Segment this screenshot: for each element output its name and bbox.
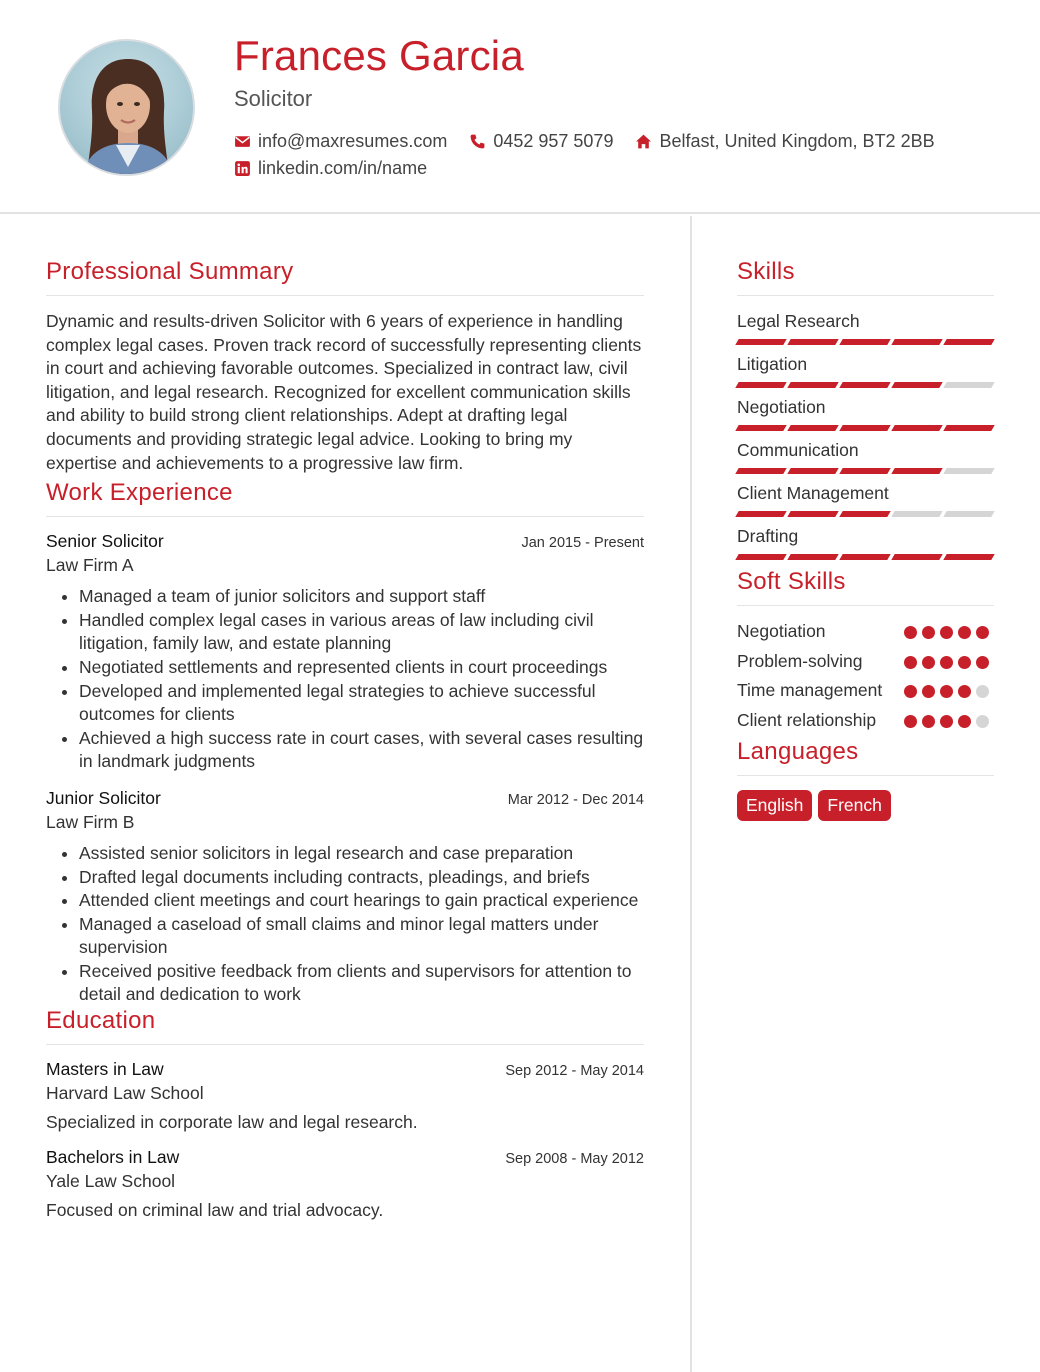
bullet-item: • Handled complex legal cases in various areas of law including civil litigation, family law, and estate planning [79,609,644,656]
education-date: Sep 2008 - May 2012 [505,1151,644,1168]
skill-name: Negotiation [737,397,826,417]
skill-item [737,525,994,560]
column-divider [690,216,692,1372]
soft-skill-rating [904,709,994,728]
rating-dot-filled [904,656,917,669]
education-list [46,1059,644,1221]
rating-dot-filled [922,685,935,698]
rating-segment-empty [943,468,994,474]
rating-segment-filled [943,554,994,560]
rating-segment-filled [787,425,838,431]
phone-text: 0452 957 5079 [493,130,614,151]
job-entry [46,788,644,1007]
summary-text: Dynamic and results-driven Solicitor with 6 years of experience in handling complex legal cases. Proven track record of successfully representing clients in court and achieving favorable outcomes. Specialized in contract law, civil litigation, and legal research. Recognized for excellent communication skills and ability to build strong client relationships. Adept at drafting legal documents and providing strategic legal advice. Looking to bring my expertise and achievements to a progressive law firm. [46,311,642,473]
soft-skill-name: Time management [737,680,883,701]
rating-segment-filled [891,468,942,474]
rating-segment-empty [943,382,994,388]
rating-dot-filled [922,715,935,728]
skill-rating-bar [737,339,994,345]
education-header [46,1059,644,1080]
rating-segment-filled [943,339,994,345]
location-text: Belfast, United Kingdom, BT2 2BB [659,130,935,151]
job-date: Jan 2015 - Present [521,535,644,552]
bullet-item: • Negotiated settlements and represented clients in court proceedings [79,656,644,680]
rating-dot-filled [940,715,953,728]
skill-item [737,310,994,345]
bullet-item: • Developed and implemented legal strategies to achieve successful outcomes for clients [79,680,644,727]
rating-dot-filled [922,656,935,669]
bullet-item: • Received positive feedback from clients and supervisors for attention to detail and dedication to work [79,960,644,1007]
school: Harvard Law School [46,1083,204,1104]
education-description: Specialized in corporate law and legal research. [46,1112,418,1133]
contact-phone[interactable] [469,131,613,152]
home-icon [635,133,652,150]
rating-segment-filled [735,554,786,560]
rating-segment-filled [787,382,838,388]
skill-item [737,439,994,474]
soft-skills-heading: Soft Skills [737,568,994,606]
skill-name: Client Management [737,483,889,503]
skill-item [737,482,994,517]
rating-segment-filled [839,554,890,560]
skill-rating-bar [737,382,994,388]
candidate-name: Frances Garcia [234,32,524,79]
skill-name: Communication [737,440,859,460]
rating-dot-filled [904,626,917,639]
education-entry [46,1147,644,1221]
rating-segment-filled [839,468,890,474]
rating-dot-filled [922,626,935,639]
languages-heading: Languages [737,738,994,776]
experience-list [46,531,644,1007]
rating-segment-filled [735,425,786,431]
soft-skill-item [737,709,994,733]
rating-dot-filled [940,656,953,669]
soft-skill-name: Problem-solving [737,650,863,671]
rating-dot-filled [958,685,971,698]
rating-segment-filled [735,511,786,517]
rating-segment-filled [735,468,786,474]
job-bullets [79,585,644,774]
rating-segment-filled [891,554,942,560]
soft-skills-list [737,620,994,732]
contact-info [234,130,994,184]
linkedin-text: linkedin.com/in/name [258,157,428,178]
soft-skill-item [737,679,994,703]
soft-skill-item [737,620,994,644]
language-badge: English [737,790,812,821]
job-header [46,531,644,552]
rating-segment-filled [735,339,786,345]
bullet-item: • Managed a caseload of small claims and minor legal matters under supervision [79,913,644,960]
bullet-item: • Attended client meetings and court hearings to gain practical experience [79,889,644,913]
rating-segment-filled [787,468,838,474]
bullet-item: • Drafted legal documents including contracts, pleadings, and briefs [79,866,644,890]
job-company: Law Firm B [46,811,135,832]
education-description: Focused on criminal law and trial advocacy. [46,1200,384,1221]
soft-skill-rating [904,679,994,698]
rating-dot-filled [958,656,971,669]
job-header [46,788,644,809]
degree: Masters in Law [46,1059,164,1080]
contact-location [635,131,934,152]
rating-dot-filled [958,715,971,728]
resume-header [0,0,1040,214]
skill-rating-bar [737,425,994,431]
bullet-item: • Managed a team of junior solicitors and support staff [79,585,644,609]
skill-rating-bar [737,554,994,560]
education-entry [46,1059,644,1133]
education-heading: Education [46,1007,644,1045]
skills-heading: Skills [737,258,994,296]
rating-dot-filled [976,626,989,639]
rating-dot-filled [958,626,971,639]
degree: Bachelors in Law [46,1147,180,1168]
email-text: info@maxresumes.com [258,130,448,151]
rating-segment-filled [839,339,890,345]
rating-segment-filled [787,339,838,345]
soft-skill-item [737,650,994,674]
side-column [737,258,994,821]
rating-dot-empty [976,715,989,728]
job-entry [46,531,644,774]
rating-segment-filled [943,425,994,431]
linkedin-icon [234,160,251,177]
education-date: Sep 2012 - May 2014 [505,1063,644,1080]
skill-name: Legal Research [737,311,860,331]
rating-dot-filled [940,626,953,639]
job-date: Mar 2012 - Dec 2014 [507,791,644,808]
rating-dot-empty [976,685,989,698]
contact-linkedin[interactable] [234,158,427,179]
main-column [46,258,644,1235]
job-bullets [79,842,644,1007]
skill-rating-bar [737,468,994,474]
contact-email[interactable] [234,131,447,152]
envelope-icon [234,133,251,150]
rating-dot-filled [940,685,953,698]
rating-segment-filled [735,382,786,388]
rating-segment-filled [891,425,942,431]
rating-segment-empty [891,511,942,517]
rating-segment-filled [891,382,942,388]
rating-segment-filled [839,511,890,517]
skill-item [737,353,994,388]
languages-list [737,790,994,821]
bullet-item: • Assisted senior solicitors in legal research and case preparation [79,842,644,866]
rating-segment-filled [787,511,838,517]
skill-name: Litigation [737,354,808,374]
rating-dot-filled [904,715,917,728]
job-company: Law Firm A [46,555,134,576]
soft-skill-name: Client relationship [737,709,877,730]
school: Yale Law School [46,1171,176,1192]
rating-segment-filled [891,339,942,345]
skills-list [737,310,994,560]
skill-item [737,396,994,431]
soft-skill-rating [904,650,994,669]
experience-heading: Work Experience [46,479,644,517]
job-role: Junior Solicitor [46,787,161,808]
bullet-item: • Achieved a high success rate in court cases, with several cases resulting in landmark judgments [79,727,644,774]
rating-segment-empty [943,511,994,517]
rating-segment-filled [787,554,838,560]
skill-rating-bar [737,511,994,517]
skill-name: Drafting [737,526,799,546]
language-badge: French [818,790,890,821]
rating-segment-filled [839,382,890,388]
phone-icon [469,133,486,150]
soft-skill-name: Negotiation [737,621,826,641]
education-header [46,1147,644,1168]
rating-dot-filled [976,656,989,669]
summary-heading: Professional Summary [46,258,644,296]
candidate-title: Solicitor [234,86,313,111]
rating-dot-filled [904,685,917,698]
rating-segment-filled [839,425,890,431]
profile-photo [58,39,195,176]
soft-skill-rating [904,620,994,639]
job-role: Senior Solicitor [46,531,164,552]
